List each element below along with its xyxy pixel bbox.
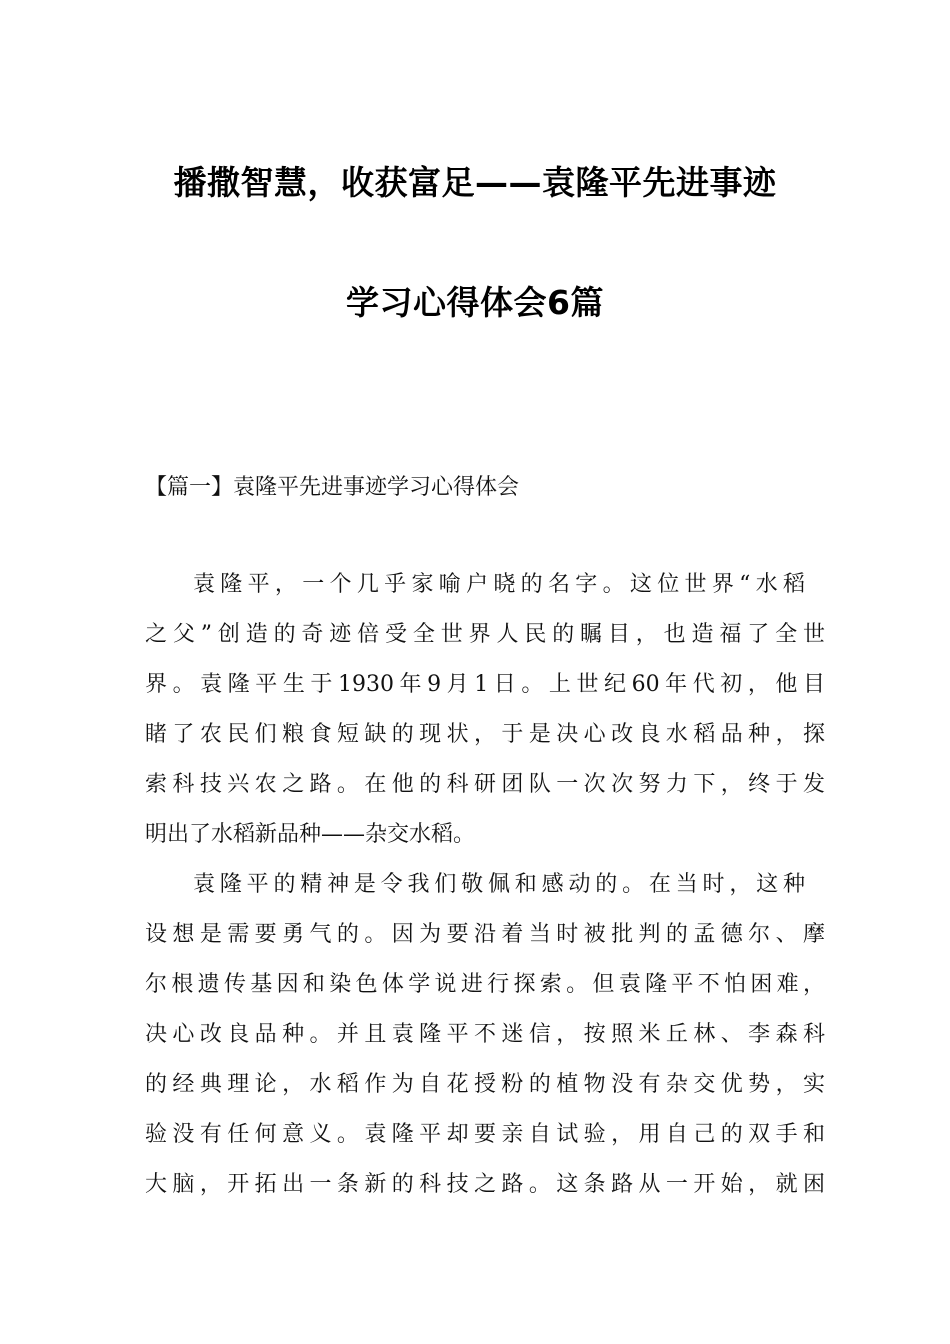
paragraph-1-line: 界。袁隆平生于1930年9月1日。上世纪60年代初，他目 [145,672,825,697]
paragraph-2-line: 设想是需要勇气的。因为要沿着当时被批判的孟德尔、摩 [145,922,825,947]
document-title-line-1: 播撒智慧，收获富足——袁隆平先进事迹 [173,163,777,202]
paragraph-1-line: 袁隆平，一个几乎家喻户晓的名字。这位世界“水稻 [193,572,805,597]
paragraph-2-line: 的经典理论，水稻作为自花授粉的植物没有杂交优势，实 [145,1072,825,1097]
paragraph-1-line: 之父”创造的奇迹倍受全世界人民的瞩目，也造福了全世 [145,622,825,647]
paragraph-2-line: 验没有任何意义。袁隆平却要亲自试验，用自己的双手和 [145,1122,825,1147]
paragraph-1-line: 索科技兴农之路。在他的科研团队一次次努力下，终于发 [145,772,825,797]
section-heading: 【篇一】袁隆平先进事迹学习心得体会 [145,475,520,500]
paragraph-2-line: 大脑，开拓出一条新的科技之路。这条路从一开始，就困 [145,1172,825,1197]
paragraph-2-line: 袁隆平的精神是令我们敬佩和感动的。在当时，这种 [193,872,805,897]
document-title-line-2: 学习心得体会6篇 [346,283,604,322]
paragraph-1-line: 明出了水稻新品种——杂交水稻。 [145,822,476,847]
paragraph-2-line: 决心改良品种。并且袁隆平不迷信，按照米丘林、李森科 [145,1022,825,1047]
paragraph-1-line: 睹了农民们粮食短缺的现状，于是决心改良水稻品种，探 [145,722,825,747]
paragraph-2-line: 尔根遗传基因和染色体学说进行探索。但袁隆平不怕困难， [145,972,825,997]
